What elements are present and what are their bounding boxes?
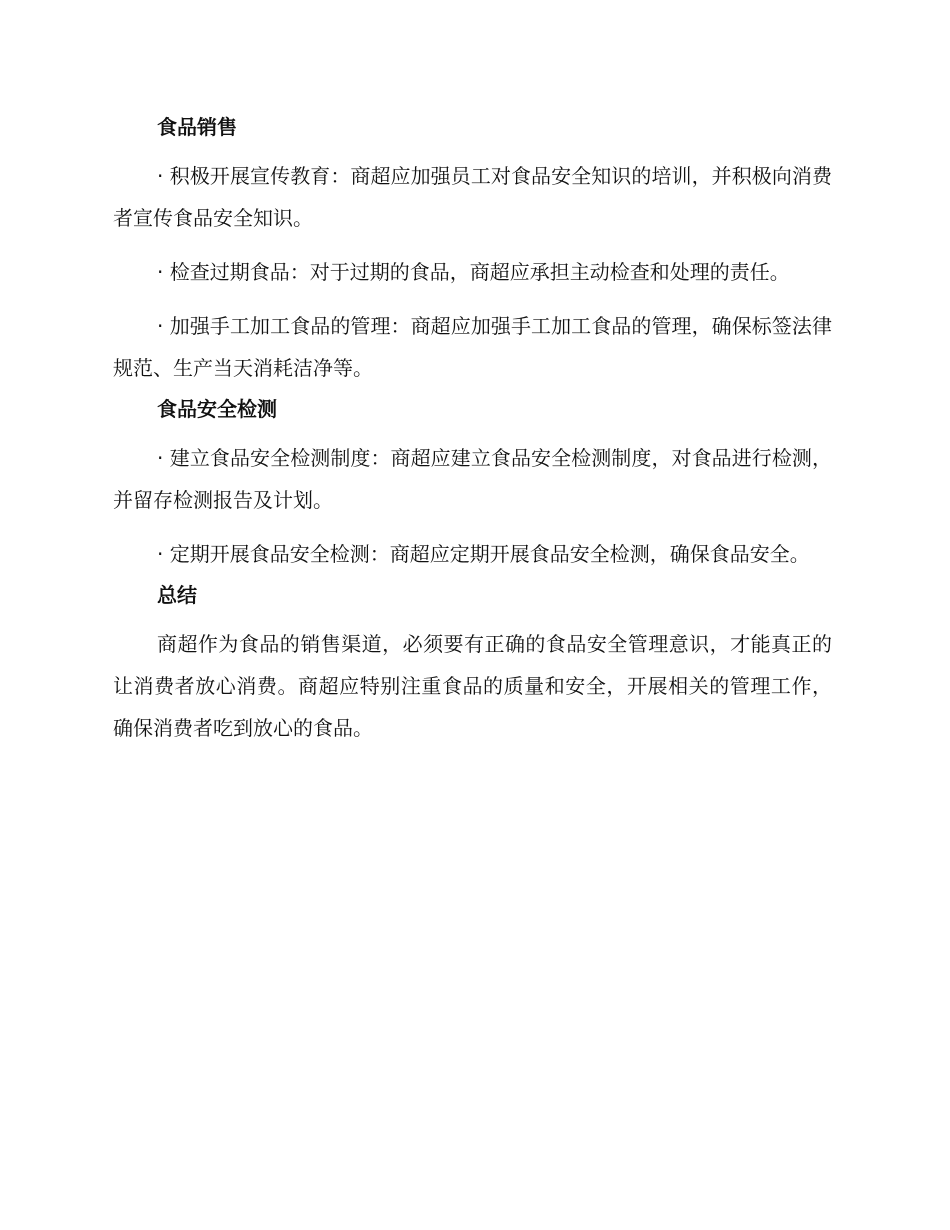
bullet-paragraph: · 定期开展食品安全检测：商超应定期开展食品安全检测，确保食品安全。 <box>157 542 810 566</box>
bullet-paragraph: · 建立食品安全检测制度：商超应建立食品安全检测制度，对食品进行检测，并留存检测报告及计划。 <box>113 446 832 512</box>
section-heading: 食品销售 <box>157 115 237 139</box>
section-food-safety-testing <box>113 389 832 575</box>
summary-paragraph: 商超作为食品的销售渠道，必须要有正确的食品安全管理意识，才能真正的让消费者放心消费。商超应特别注重食品的质量和安全，开展相关的管理工作，确保消费者吃到放心的食品。 <box>113 632 832 740</box>
bullet-paragraph: · 加强手工加工食品的管理：商超应加强手工加工食品的管理，确保标签法律规范、生产当天消耗洁净等。 <box>113 314 832 380</box>
section-food-sales <box>113 107 832 389</box>
section-heading: 总结 <box>157 583 197 607</box>
bullet-paragraph: · 积极开展宣传教育：商超应加强员工对食品安全知识的培训，并积极向消费者宣传食品安全知识。 <box>113 164 832 230</box>
section-heading: 食品安全检测 <box>157 397 277 421</box>
bullet-paragraph: · 检查过期食品：对于过期的食品，商超应承担主动检查和处理的责任。 <box>157 260 790 284</box>
section-summary <box>113 575 832 749</box>
